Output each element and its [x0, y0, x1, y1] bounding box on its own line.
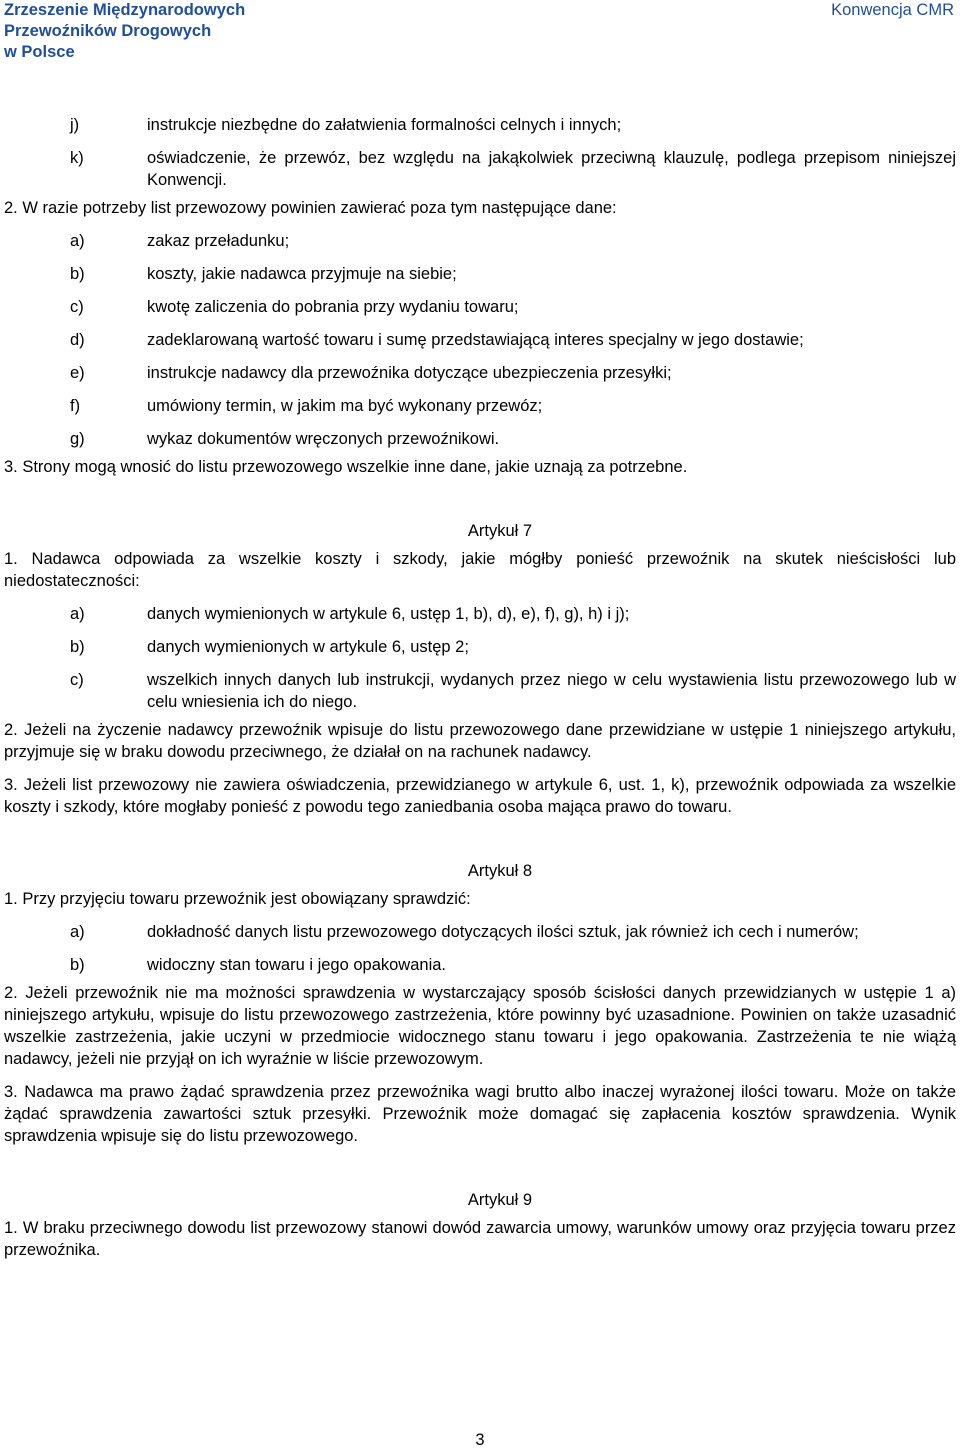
list-item [4, 603, 956, 625]
list-item-text: zakaz przeładunku; [147, 232, 290, 250]
list-item [4, 395, 956, 417]
list-item [4, 636, 956, 658]
document-title: Konwencja CMR [831, 1, 954, 19]
article-8-paragraph-2: 2. Jeżeli przewoźnik nie ma możności sprawdzenia w wystarczający sposób ścisłości danych przewidzianych w ustępie 1 a) niniejszego artykułu, wpisuje do listu przewozowego zastrzeżenia, które powinny być uzasadnione. Powinien on także uzasadnić wszelkie zastrzeżenia, jakie uczyni w przedmiocie widocznego stanu towaru i jego opakowania. Zastrzeżenia te nie wiążą nadawcy, jeżeli nie przyjął on ich wyraźnie w liście przewozowym. [4, 984, 956, 1068]
org-name-line-3: w Polsce [4, 43, 75, 61]
article-7-heading: Artykuł 7 [467, 522, 533, 540]
org-name-line-2: Przewoźników Drogowych [4, 22, 212, 40]
list-item-text: wszelkich innych danych lub instrukcji, wydanych przez niego w celu wystawienia listu przewozowego lub w celu wniesienia ich do niego. [147, 671, 956, 711]
list-item-label: b) [70, 956, 85, 974]
list-item-label: j) [70, 116, 80, 134]
list-item-label: a) [70, 605, 85, 623]
list-item [4, 230, 956, 252]
list-item-text: umówiony termin, w jakim ma być wykonany przewóz; [147, 397, 543, 415]
article-8-paragraph-1: 1. Przy przyjęciu towaru przewoźnik jest obowiązany sprawdzić: [4, 890, 471, 908]
list-item-label: e) [70, 364, 85, 382]
article-9-heading: Artykuł 9 [467, 1191, 533, 1209]
article-8-paragraph-3: 3. Nadawca ma prawo żądać sprawdzenia przez przewoźnika wagi brutto albo inaczej wyrażonej ilości towaru. Może on także żądać sprawdzenia zawartości sztuk przesyłki. Przewoźnik może domagać się zapłacenia kosztów sprawdzenia. Wynik sprawdzenia wpisuje się do listu przewozowego. [4, 1083, 956, 1145]
list-item [4, 296, 956, 318]
list-item [4, 147, 956, 191]
list-item-label: d) [70, 331, 85, 349]
list-item-label: c) [70, 671, 84, 689]
header-organization [4, 0, 245, 63]
article-9-paragraph-1: 1. W braku przeciwnego dowodu list przewozowy stanowi dowód zawarcia umowy, warunków umowy oraz przyjęcia towaru przez przewoźnika. [4, 1219, 956, 1259]
list-item-text: zadeklarowaną wartość towaru i sumę przedstawiającą interes specjalny w jego dostawie; [147, 331, 804, 349]
list-item [4, 954, 956, 976]
article-7-paragraph-1: 1. Nadawca odpowiada za wszelkie koszty i szkody, jakie mógłby ponieść przewoźnik na skutek nieścisłości lub niedostateczności: [4, 550, 956, 590]
list-item [4, 329, 956, 351]
list-item-label: c) [70, 298, 84, 316]
paragraph-3: 3. Strony mogą wnosić do listu przewozowego wszelkie inne dane, jakie uznają za potrzebne. [4, 458, 688, 476]
org-name-line-1: Zrzeszenie Międzynarodowych [4, 1, 246, 19]
list-item [4, 114, 956, 136]
list-item-label: b) [70, 638, 85, 656]
list-item-text: widoczny stan towaru i jego opakowania. [147, 956, 447, 974]
list-item-text: instrukcje nadawcy dla przewoźnika dotyczące ubezpieczenia przesyłki; [147, 364, 672, 382]
list-item [4, 428, 956, 450]
list-item-label: a) [70, 232, 85, 250]
list-item [4, 921, 956, 943]
list-item-label: f) [70, 397, 81, 415]
article-8-heading: Artykuł 8 [467, 862, 533, 880]
list-item-text: danych wymienionych w artykule 6, ustęp 2; [147, 638, 469, 656]
list-item-label: k) [70, 149, 84, 167]
page-number: 3 [475, 1431, 485, 1449]
document-body [4, 114, 956, 1272]
list-item-text: koszty, jakie nadawca przyjmuje na siebie; [147, 265, 457, 283]
list-item [4, 263, 956, 285]
article-7-paragraph-3: 3. Jeżeli list przewozowy nie zawiera oświadczenia, przewidzianego w artykule 6, ust. 1, k), przewoźnik odpowiada za wszelkie koszty i szkody, które mogłaby ponieść z powodu tego zaniedbania osoba mająca prawo do towaru. [4, 776, 956, 816]
list-item-label: a) [70, 923, 85, 941]
list-item-label: g) [70, 430, 85, 448]
list-item-text: instrukcje niezbędne do załatwienia formalności celnych i innych; [147, 116, 622, 134]
list-item-text: danych wymienionych w artykule 6, ustęp 1, b), d), e), f), g), h) i j); [147, 605, 630, 623]
article-7-paragraph-2: 2. Jeżeli na życzenie nadawcy przewoźnik wpisuje do listu przewozowego dane przewidziane w ustępie 1 niniejszego artykułu, przyjmuje się w braku dowodu przeciwnego, że działał on na rachunek nadawcy. [4, 721, 956, 761]
list-item [4, 362, 956, 384]
list-item-text: dokładność danych listu przewozowego dotyczących ilości sztuk, jak również ich cech i numerów; [147, 923, 859, 941]
paragraph-2: 2. W razie potrzeby list przewozowy powinien zawierać poza tym następujące dane: [4, 199, 617, 217]
list-item [4, 669, 956, 713]
list-item-label: b) [70, 265, 85, 283]
list-item-text: wykaz dokumentów wręczonych przewoźnikowi. [147, 430, 500, 448]
list-item-text: kwotę zaliczenia do pobrania przy wydaniu towaru; [147, 298, 519, 316]
list-item-text: oświadczenie, że przewóz, bez względu na jakąkolwiek przeciwną klauzulę, podlega przepisom niniejszej Konwencji. [147, 149, 956, 189]
